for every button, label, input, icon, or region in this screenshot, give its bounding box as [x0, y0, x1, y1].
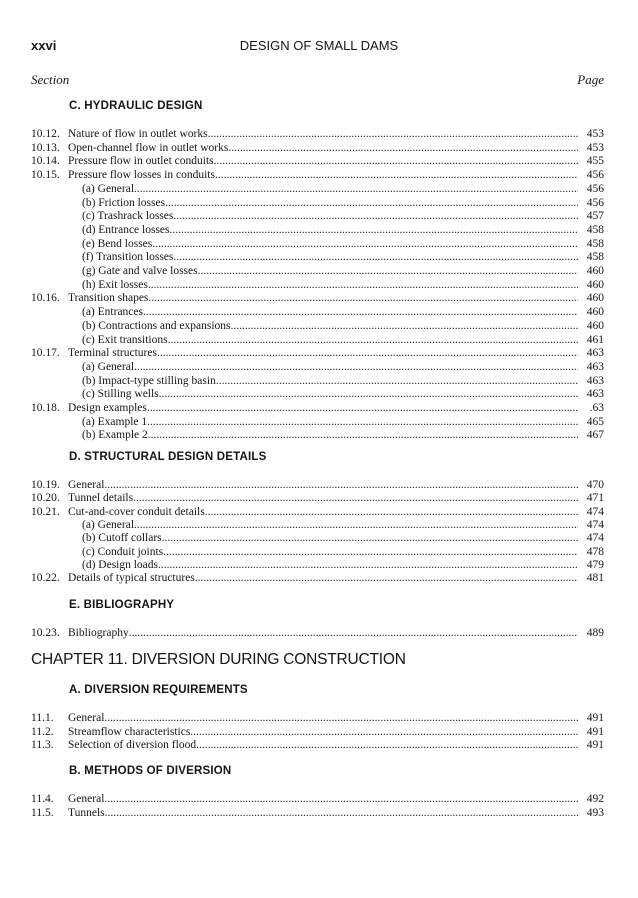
toc-page-number: 460 — [586, 265, 604, 277]
toc-entry — [31, 291, 604, 305]
toc-entry — [31, 223, 604, 237]
toc-entry-title: (c) Conduit joints — [82, 545, 164, 558]
toc-entry — [31, 346, 604, 360]
toc-section-number: 11.2. — [31, 725, 54, 738]
toc-entry-title: Streamflow characteristics — [68, 725, 191, 738]
dot-leader — [148, 428, 578, 442]
chapter-11-part-a-heading: A. DIVERSION REQUIREMENTS — [69, 684, 248, 696]
toc-page-number: 463 — [586, 374, 604, 387]
toc-page-number: 474 — [586, 518, 604, 531]
dot-leader — [134, 518, 578, 532]
toc-entry-title: Details of typical structures — [68, 572, 195, 585]
toc-page-number: 453 — [586, 128, 604, 140]
toc-entry — [31, 505, 604, 519]
dot-leader — [147, 401, 578, 415]
toc-entry-title: Terminal structures — [68, 347, 157, 360]
toc-entry-title: (c) Trashrack losses — [82, 210, 174, 223]
toc-entry — [31, 127, 604, 141]
toc-page-number: 474 — [586, 505, 604, 518]
toc-page-number: 463 — [586, 347, 604, 360]
dot-leader — [104, 478, 578, 492]
toc-entry — [31, 387, 604, 401]
dot-leader — [147, 415, 578, 429]
part-d-heading: D. STRUCTURAL DESIGN DETAILS — [69, 451, 267, 463]
dot-leader — [148, 291, 578, 305]
toc-page-number: .63 — [589, 402, 604, 414]
running-header-title: DESIGN OF SMALL DAMS — [239, 38, 399, 53]
toc-entry — [31, 491, 604, 505]
toc-entry — [31, 319, 604, 333]
toc-entry — [31, 428, 604, 442]
toc-section-number: 10.20. — [31, 492, 60, 505]
dot-leader — [159, 387, 578, 401]
toc-entry-title: (f) Transition losses — [82, 251, 174, 264]
toc-entry-title: Pressure flow in outlet conduits — [68, 155, 214, 168]
toc-page-number: 491 — [586, 712, 604, 724]
toc-entry-title: Pressure flow losses in conduits — [68, 169, 215, 182]
toc-section-number: 11.4. — [31, 793, 54, 805]
toc-page-number: 463 — [586, 360, 604, 373]
dot-leader — [205, 505, 578, 519]
dot-leader — [104, 792, 578, 806]
toc-section-number: 10.18. — [31, 402, 60, 414]
page-column-header: Page — [577, 72, 604, 87]
dot-leader — [157, 346, 578, 360]
toc-page-number: 481 — [586, 572, 604, 585]
toc-page-number: 465 — [586, 415, 604, 428]
dot-leader — [143, 305, 578, 319]
toc-entry — [31, 374, 604, 388]
toc-section-number: 10.17. — [31, 347, 60, 360]
toc-entry — [31, 478, 604, 492]
dot-leader — [152, 237, 578, 251]
toc-entry-title: (b) Example 2 — [82, 429, 148, 442]
toc-entry-title: (a) General — [82, 182, 135, 195]
dot-leader — [134, 360, 578, 374]
chapter-11-title: CHAPTER 11. DIVERSION DURING CONSTRUCTION — [31, 651, 406, 668]
toc-page-number: 491 — [586, 725, 604, 738]
toc-page-number: 478 — [586, 545, 604, 558]
toc-page-number: 460 — [586, 292, 604, 305]
toc-entry-title: (g) Gate and valve losses — [82, 265, 198, 277]
roman-page-number: xxvi — [31, 38, 57, 53]
toc-page-number: 458 — [586, 251, 604, 264]
toc-page-number: 456 — [586, 196, 604, 209]
toc-entry-title: General — [68, 712, 105, 724]
toc-entry — [31, 264, 604, 278]
toc-entry-title: (b) Impact-type stilling basin — [82, 374, 216, 387]
toc-entry — [31, 360, 604, 374]
toc-entry-title: (a) Entrances — [82, 306, 143, 319]
section-column-header: Section — [31, 72, 70, 87]
dot-leader — [158, 558, 578, 572]
toc-page-number: 471 — [586, 492, 604, 505]
toc-page-number: 474 — [586, 532, 604, 545]
dot-leader — [173, 209, 578, 223]
dot-leader — [216, 374, 578, 388]
toc-section-number: 10.19. — [31, 479, 60, 491]
toc-entry — [31, 518, 604, 532]
toc-page-number: 458 — [586, 237, 604, 250]
toc-entry — [31, 545, 604, 559]
toc-entry-title: (c) Exit transitions — [82, 333, 168, 346]
dot-leader — [129, 626, 578, 640]
toc-entry — [31, 626, 604, 640]
toc-page-number: 491 — [586, 739, 604, 751]
toc-entry — [31, 558, 604, 572]
toc-entry — [31, 738, 604, 752]
dot-leader — [196, 738, 578, 752]
toc-entry — [31, 237, 604, 251]
dot-leader — [134, 182, 578, 196]
part-c-heading: C. HYDRAULIC DESIGN — [69, 100, 203, 112]
dot-leader — [104, 711, 578, 725]
toc-entry — [31, 711, 604, 725]
dot-leader — [208, 127, 578, 141]
toc-entry-title: Selection of diversion flood — [68, 739, 197, 751]
toc-entry-title: Bibliography — [68, 627, 129, 639]
dot-leader — [105, 806, 578, 820]
toc-entry — [31, 415, 604, 429]
toc-section-number: 11.1. — [31, 712, 54, 724]
toc-page-number: 489 — [586, 627, 604, 639]
dot-leader — [228, 141, 578, 155]
toc-entry-title: General — [68, 479, 105, 491]
dot-leader — [214, 154, 578, 168]
chapter-11-part-b-heading: B. METHODS OF DIVERSION — [69, 765, 232, 777]
toc-section-number: 11.5. — [31, 806, 54, 819]
dot-leader — [148, 278, 578, 292]
toc-page-number: 453 — [586, 141, 604, 154]
toc-entry — [31, 209, 604, 223]
toc-entry-title: (a) General — [82, 518, 135, 531]
toc-section-number: 10.13. — [31, 141, 60, 154]
dot-leader — [215, 168, 578, 182]
dot-leader — [195, 571, 578, 585]
dot-leader — [163, 545, 578, 559]
toc-entry-title: Design examples — [68, 402, 147, 414]
toc-page-number: 456 — [586, 182, 604, 195]
toc-section-number: 10.15. — [31, 169, 60, 182]
toc-page-number: 457 — [586, 210, 604, 223]
toc-entry-title: (d) Entrance losses — [82, 223, 170, 236]
toc-page-number: 460 — [586, 278, 604, 291]
toc-entry-title: Tunnels — [68, 806, 105, 819]
toc-entry-title: (a) Example 1 — [82, 415, 148, 428]
toc-entry-title: (b) Cutoff collars — [82, 532, 162, 545]
toc-entry-title: (d) Design loads — [82, 558, 159, 571]
toc-section-number: 10.14. — [31, 155, 60, 168]
toc-page-number: 461 — [586, 333, 604, 346]
toc-page-number: 463 — [586, 388, 604, 401]
toc-page-number: 479 — [586, 558, 604, 571]
toc-page-number: 460 — [586, 319, 604, 332]
toc-entry — [31, 806, 604, 820]
toc-entry-title: (c) Stilling wells — [82, 388, 159, 401]
part-e-heading: E. BIBLIOGRAPHY — [69, 599, 175, 611]
toc-entry — [31, 305, 604, 319]
toc-entry-title: (b) Contractions and expansions — [82, 319, 231, 332]
toc-page-number: 493 — [586, 806, 604, 819]
toc-section-number: 10.23. — [31, 627, 60, 639]
toc-entry — [31, 278, 604, 292]
toc-entry — [31, 531, 604, 545]
toc-entry — [31, 571, 604, 585]
toc-entry — [31, 250, 604, 264]
dot-leader — [162, 531, 578, 545]
toc-page-number: 467 — [586, 429, 604, 442]
dot-leader — [231, 319, 578, 333]
toc-entry — [31, 725, 604, 739]
toc-entry — [31, 168, 604, 182]
toc-entry-title: (h) Exit losses — [82, 278, 148, 291]
dot-leader — [165, 196, 578, 210]
dot-leader — [173, 250, 578, 264]
toc-entry-title: General — [68, 793, 105, 805]
dot-leader — [190, 725, 578, 739]
toc-entry — [31, 333, 604, 347]
toc-entry — [31, 141, 604, 155]
toc-entry — [31, 401, 604, 415]
toc-entry-title: Transition shapes — [68, 292, 149, 305]
toc-page-number: 460 — [586, 306, 604, 319]
dot-leader — [198, 264, 578, 278]
toc-section-number: 10.21. — [31, 505, 60, 518]
toc-page-number: 456 — [586, 169, 604, 182]
toc-entry-title: (a) General — [82, 360, 135, 373]
toc-page-number: 470 — [586, 479, 604, 491]
toc-entry-title: (b) Friction losses — [82, 196, 166, 209]
toc-section-number: 11.3. — [31, 739, 54, 751]
toc-page-number: 455 — [586, 155, 604, 168]
toc-entry — [31, 196, 604, 210]
dot-leader — [170, 223, 579, 237]
toc-entry-title: Nature of flow in outlet works — [68, 128, 208, 140]
toc-page-number: 492 — [586, 793, 604, 805]
dot-leader — [168, 333, 578, 347]
toc-section-number: 10.22. — [31, 572, 60, 585]
dot-leader — [133, 491, 578, 505]
toc-page-number: 458 — [586, 223, 604, 236]
toc-entry-title: Tunnel details — [68, 492, 134, 505]
toc-section-number: 10.16. — [31, 292, 60, 305]
toc-entry — [31, 154, 604, 168]
toc-entry-title: Open-channel flow in outlet works — [68, 141, 229, 154]
toc-entry-title: (e) Bend losses — [82, 237, 153, 250]
toc-entry-title: Cut-and-cover conduit details — [68, 505, 205, 518]
toc-section-number: 10.12. — [31, 128, 60, 140]
toc-entry — [31, 182, 604, 196]
toc-entry — [31, 792, 604, 806]
